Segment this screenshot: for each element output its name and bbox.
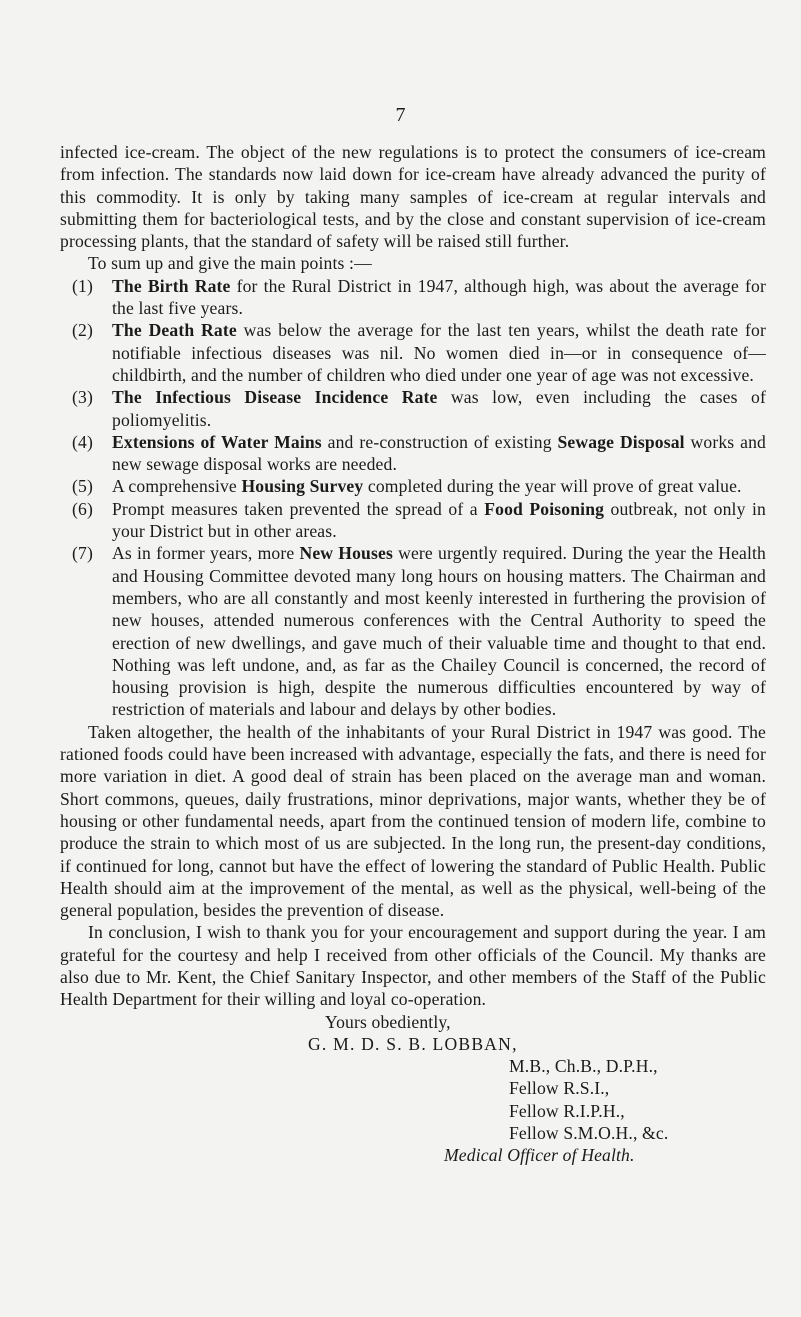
point-heading: Housing Survey <box>241 476 364 497</box>
summary-intro: To sum up and give the main points :— <box>88 253 372 274</box>
point-heading: The Birth Rate <box>112 275 231 296</box>
point-text: were urgently required. During the year the Health and Housing Committee devoted many long hours on housing matters. The Chairman and members, who are all constantly and most keenly interested in furthering the provision of new houses, attended numerous conferences with the Central Authority to speed the erection of new dwellings, and gave much of their valuable time and thought to that end. Nothing was left undone, and, as far as the Chailey Council is concerned, the record of housing provision is high, despite the numerous difficulties encountered by way of restriction of materials and labour and delays by other bodies. <box>112 543 767 720</box>
point-heading: New Houses <box>299 543 393 564</box>
point-number: (7) <box>72 543 93 564</box>
signature-title: Medical Officer of Health. <box>444 1145 635 1166</box>
point-text-lead: As in former years, more <box>112 543 300 564</box>
point-number: (5) <box>72 476 93 497</box>
point-item <box>60 475 766 497</box>
point-heading-secondary: Sewage Disposal <box>557 431 685 452</box>
point-heading: The Death Rate <box>112 320 237 341</box>
intro-paragraph: infected ice-cream. The object of the new regulations is to protect the consumers of ice-cream from infection. The standards now laid down for ice-cream have already advanced the purity of this commodity. It is only by taking many samples of ice-cream at regular intervals and submitting them for bacteriological tests, and by the close and constant supervision of ice-cream processing plants, that the standard of safety will be raised still further. <box>60 142 766 252</box>
point-text: for the Rural District in 1947, although high, was about the average for the last five years. <box>112 275 766 319</box>
page-number: 7 <box>395 104 406 126</box>
conclusion-paragraph: In conclusion, I wish to thank you for your encouragement and support during the year. I am grateful for the courtesy and help I received from other officials of the Council. My thanks are also due to Mr. Kent, the Chief Sanitary Inspector, and other members of the Staff of the Public Health Department for their willing and loyal co-operation. <box>60 922 766 1010</box>
signature-closing: Yours obediently, <box>325 1011 451 1032</box>
point-text-lead: Prompt measures taken prevented the spread of a <box>112 498 485 519</box>
point-heading: Food Poisoning <box>484 498 605 519</box>
signature-name: G. M. D. S. B. LOBBAN, <box>308 1033 518 1054</box>
point-heading: The Infectious Disease Incidence Rate <box>112 387 438 408</box>
point-item <box>60 386 766 431</box>
signature-block <box>60 1011 766 1167</box>
point-number: (6) <box>72 498 93 519</box>
point-text-lead: A comprehensive <box>112 476 242 497</box>
point-text: was below the average for the last ten years, whilst the death rate for notifiable infectious diseases was nil. No women died in—or in consequence of—childbirth, and the number of children who died under one year of age was not excessive. <box>112 320 766 385</box>
point-text: completed during the year will prove of great value. <box>363 476 742 497</box>
signature-credential: M.B., Ch.B., D.P.H., <box>509 1056 658 1077</box>
main-points-list <box>60 275 766 721</box>
body-text <box>60 141 766 1167</box>
point-number: (3) <box>72 387 93 408</box>
point-item <box>60 498 766 543</box>
point-number: (1) <box>72 275 93 296</box>
point-item <box>60 275 766 320</box>
point-item <box>60 431 766 476</box>
point-text: outbreak, not only in your District but in other areas. <box>112 498 766 542</box>
point-heading: Extensions of Water Mains <box>112 431 322 452</box>
point-text: was low, even including the cases of poliomyelitis. <box>112 387 766 430</box>
point-number: (2) <box>72 320 93 341</box>
point-text: and re-construction of existing <box>321 431 558 452</box>
point-item <box>60 319 766 386</box>
point-text-secondary: works and new sewage disposal works are needed. <box>112 431 766 475</box>
health-paragraph: Taken altogether, the health of the inhabitants of your Rural District in 1947 was good. The rationed foods could have been increased with advantage, especially the fats, and there is need for more variation in diet. A good deal of strain has been placed on the average man and woman. Short commons, queues, daily frustrations, minor deprivations, major wants, whether they be of housing or other fundamental needs, apart from the continued tension of modern life, combine to produce the strain to which most of us are subjected. In the long run, the present-day conditions, if continued for long, cannot but have the effect of lowering the standard of Public Health. Public Health should aim at the improvement of the mental, as well as the physical, well-being of the general population, besides the prevention of disease. <box>60 721 766 921</box>
point-item <box>60 542 766 720</box>
signature-credential: Fellow R.S.I., <box>509 1078 610 1099</box>
signature-credential: Fellow R.I.P.H., <box>509 1100 625 1121</box>
signature-credential: Fellow S.M.O.H., &c. <box>509 1123 669 1144</box>
point-number: (4) <box>72 431 93 452</box>
